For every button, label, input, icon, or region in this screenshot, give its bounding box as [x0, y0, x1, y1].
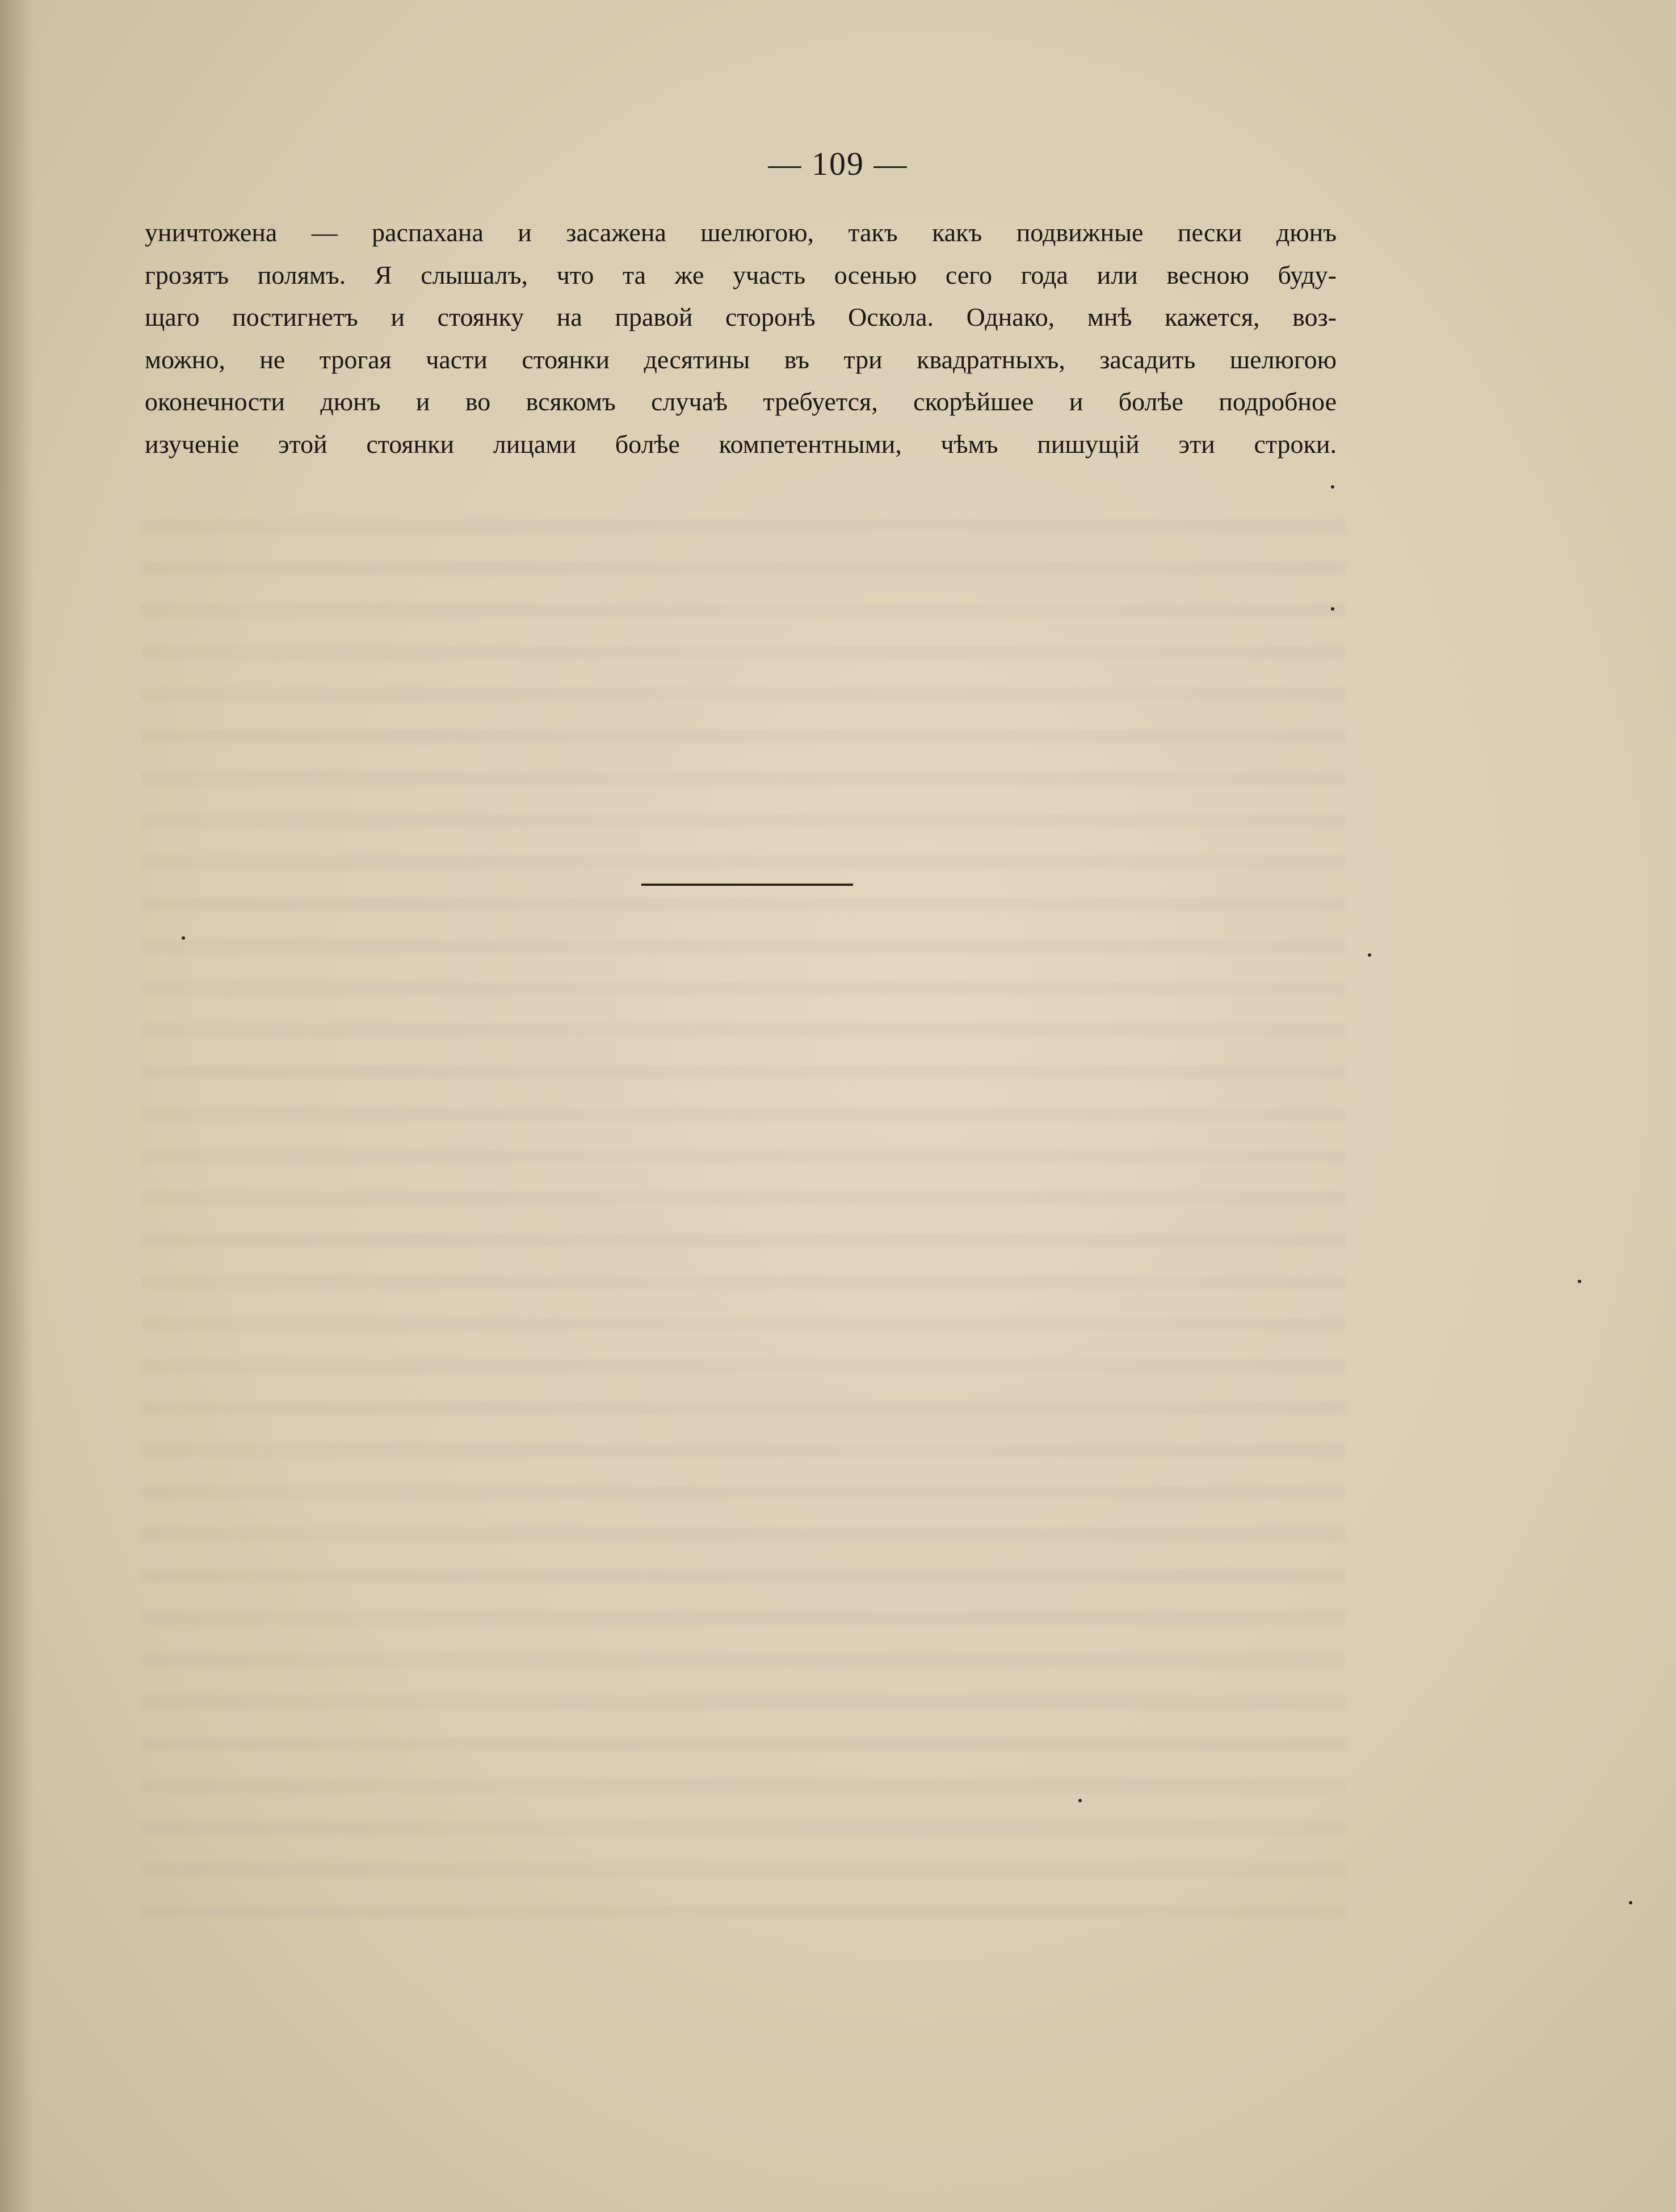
- page-edge-shadow: [0, 0, 34, 2212]
- body-text: [145, 212, 1337, 465]
- text-line: щаго постигнетъ и стоянку на правой сторонѣ Оскола. Однако, мнѣ кажется, воз-: [145, 302, 1337, 331]
- section-divider: [641, 884, 853, 886]
- text-line: оконечности дюнъ и во всякомъ случаѣ требуется, скорѣйшее и болѣе подробное: [145, 387, 1337, 416]
- text-line: уничтожена — распахана и засажена шелюгою, такъ какъ подвижные пески дюнъ: [145, 218, 1337, 247]
- ink-speck: [1331, 607, 1334, 611]
- ink-speck: [182, 936, 185, 940]
- ink-speck: [1578, 1280, 1581, 1283]
- ink-speck: [1368, 953, 1371, 957]
- ink-speck: [1078, 1799, 1082, 1802]
- text-line: грозятъ полямъ. Я слышалъ, что та же участь осенью сего года или весною буду-: [145, 260, 1337, 289]
- show-through-bleed: [142, 499, 1345, 1929]
- ink-speck: [1629, 1901, 1632, 1904]
- ink-speck: [1331, 485, 1334, 489]
- text-line: можно, не трогая части стоянки десятины въ три квадратныхъ, засадить шелюгою: [145, 344, 1337, 374]
- page-number: — 109 —: [768, 145, 908, 182]
- text-line: изученіе этой стоянки лицами болѣе компетентными, чѣмъ пишущій эти строки.: [145, 429, 1337, 459]
